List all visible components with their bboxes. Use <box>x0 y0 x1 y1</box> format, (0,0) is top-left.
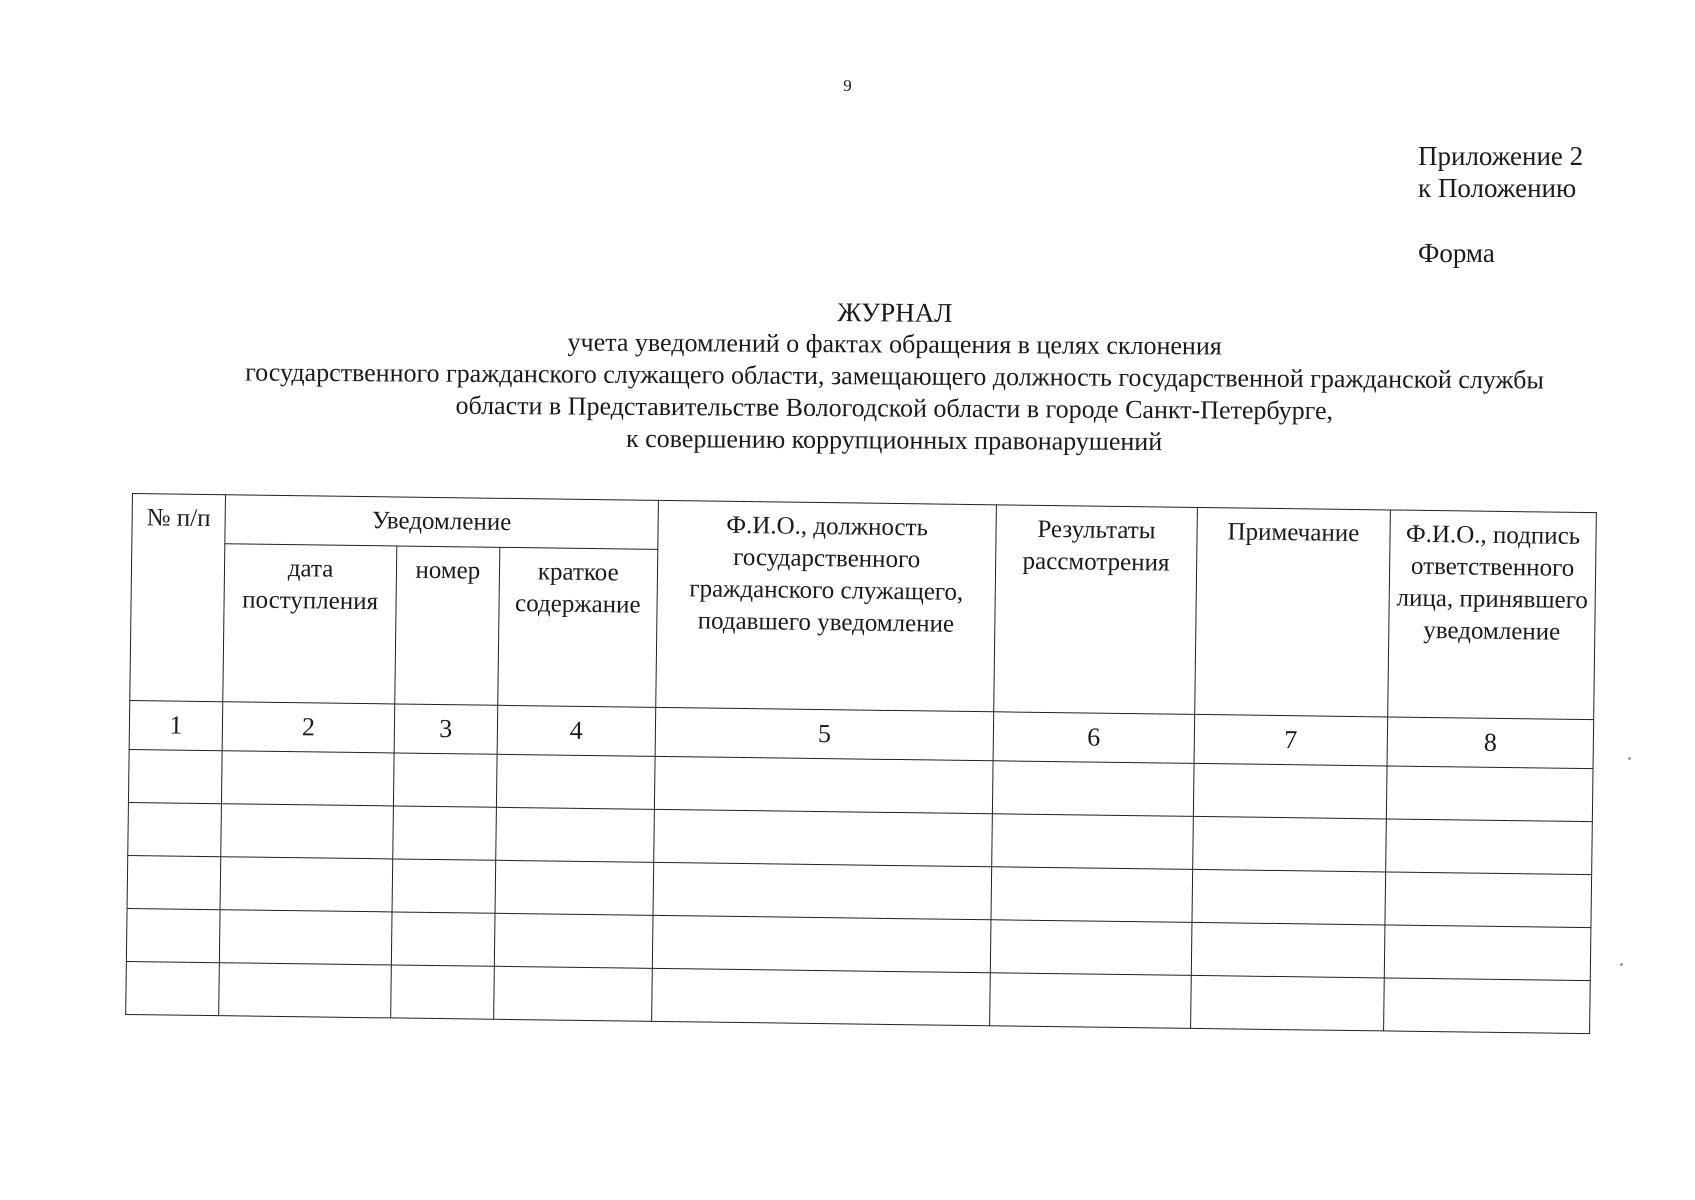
table-cell <box>1386 819 1593 875</box>
table-cell <box>654 809 993 866</box>
table-cell <box>494 913 653 968</box>
table-cell <box>496 754 655 809</box>
table-cell <box>1190 975 1384 1031</box>
scan-speck <box>1628 757 1631 760</box>
table-cell <box>1386 766 1593 822</box>
table-cell <box>652 968 991 1025</box>
table-cell <box>221 751 394 806</box>
header-note: Примечание <box>1194 507 1390 717</box>
column-number: 6 <box>993 712 1194 764</box>
column-number: 7 <box>1194 714 1388 766</box>
table-cell <box>1192 869 1386 925</box>
scan-speck <box>1620 963 1623 966</box>
form-label: Форма <box>1418 238 1495 268</box>
appendix-reference <box>1418 140 1583 204</box>
header-fio-sign: Ф.И.О., подпись ответственного лица, принявшего уведомление <box>1388 510 1597 720</box>
table-cell <box>1384 978 1591 1034</box>
table-cell <box>391 965 494 1019</box>
table-cell <box>495 860 654 915</box>
title-line-1: учета уведомлений о фактах обращения в целях склонения <box>567 327 1222 361</box>
table-cell <box>393 806 496 860</box>
column-number: 8 <box>1387 717 1594 769</box>
column-number: 1 <box>129 700 223 750</box>
table-cell <box>652 915 991 972</box>
table-cell <box>128 749 222 803</box>
table-cell <box>654 756 993 813</box>
table-cell <box>653 862 992 919</box>
table-cell <box>1193 763 1387 819</box>
table-cell <box>493 966 652 1021</box>
table-cell <box>126 961 220 1015</box>
appendix-line-2: к Положению <box>1418 173 1577 203</box>
table-cell <box>392 859 495 913</box>
title-main: ЖУРНАЛ <box>837 297 953 328</box>
column-number: 5 <box>655 707 994 760</box>
table-cell <box>126 908 220 962</box>
table-cell <box>127 855 221 909</box>
table-cell <box>992 761 1193 817</box>
table-cell <box>1192 816 1386 872</box>
table-cell <box>992 814 1193 870</box>
table-cell <box>991 867 1192 923</box>
title-line-2: государственного гражданского служащего области, замещающего должность государственной гражданской службы <box>245 357 1544 395</box>
table-cell <box>990 973 1191 1029</box>
header-results: Результаты рассмотрения <box>994 505 1197 715</box>
title-line-4: к совершению коррупционных правонарушений <box>625 423 1163 457</box>
document-title <box>159 292 1630 461</box>
page-number: 9 <box>843 76 852 95</box>
column-number: 2 <box>222 702 395 753</box>
table-cell <box>128 802 222 856</box>
column-number: 3 <box>394 704 497 754</box>
table-cell <box>394 753 497 807</box>
title-line-3: области в Представительстве Вологодской области в городе Санкт-Петербурге, <box>455 390 1334 426</box>
column-number: 4 <box>497 705 656 756</box>
table-cell <box>1384 925 1591 981</box>
header-summary: краткое содержание <box>497 547 658 707</box>
table-cell <box>219 963 392 1018</box>
table-cell <box>221 804 394 859</box>
table-cell <box>391 912 494 966</box>
journal-table <box>125 493 1597 1034</box>
header-fio-position: Ф.И.О., должность государственного гражданского служащего, подавшего уведомление <box>656 500 997 711</box>
table-cell <box>495 807 654 862</box>
table-cell <box>219 910 392 965</box>
appendix-line-1: Приложение 2 <box>1418 141 1584 171</box>
header-date: дата поступления <box>223 544 397 704</box>
table-cell <box>990 920 1191 976</box>
header-num: № п/п <box>130 494 226 702</box>
header-notification: Уведомление <box>225 495 659 550</box>
table-cell <box>1191 922 1385 978</box>
table-cell <box>220 857 393 912</box>
header-number: номер <box>395 546 500 705</box>
table-cell <box>1385 872 1592 928</box>
